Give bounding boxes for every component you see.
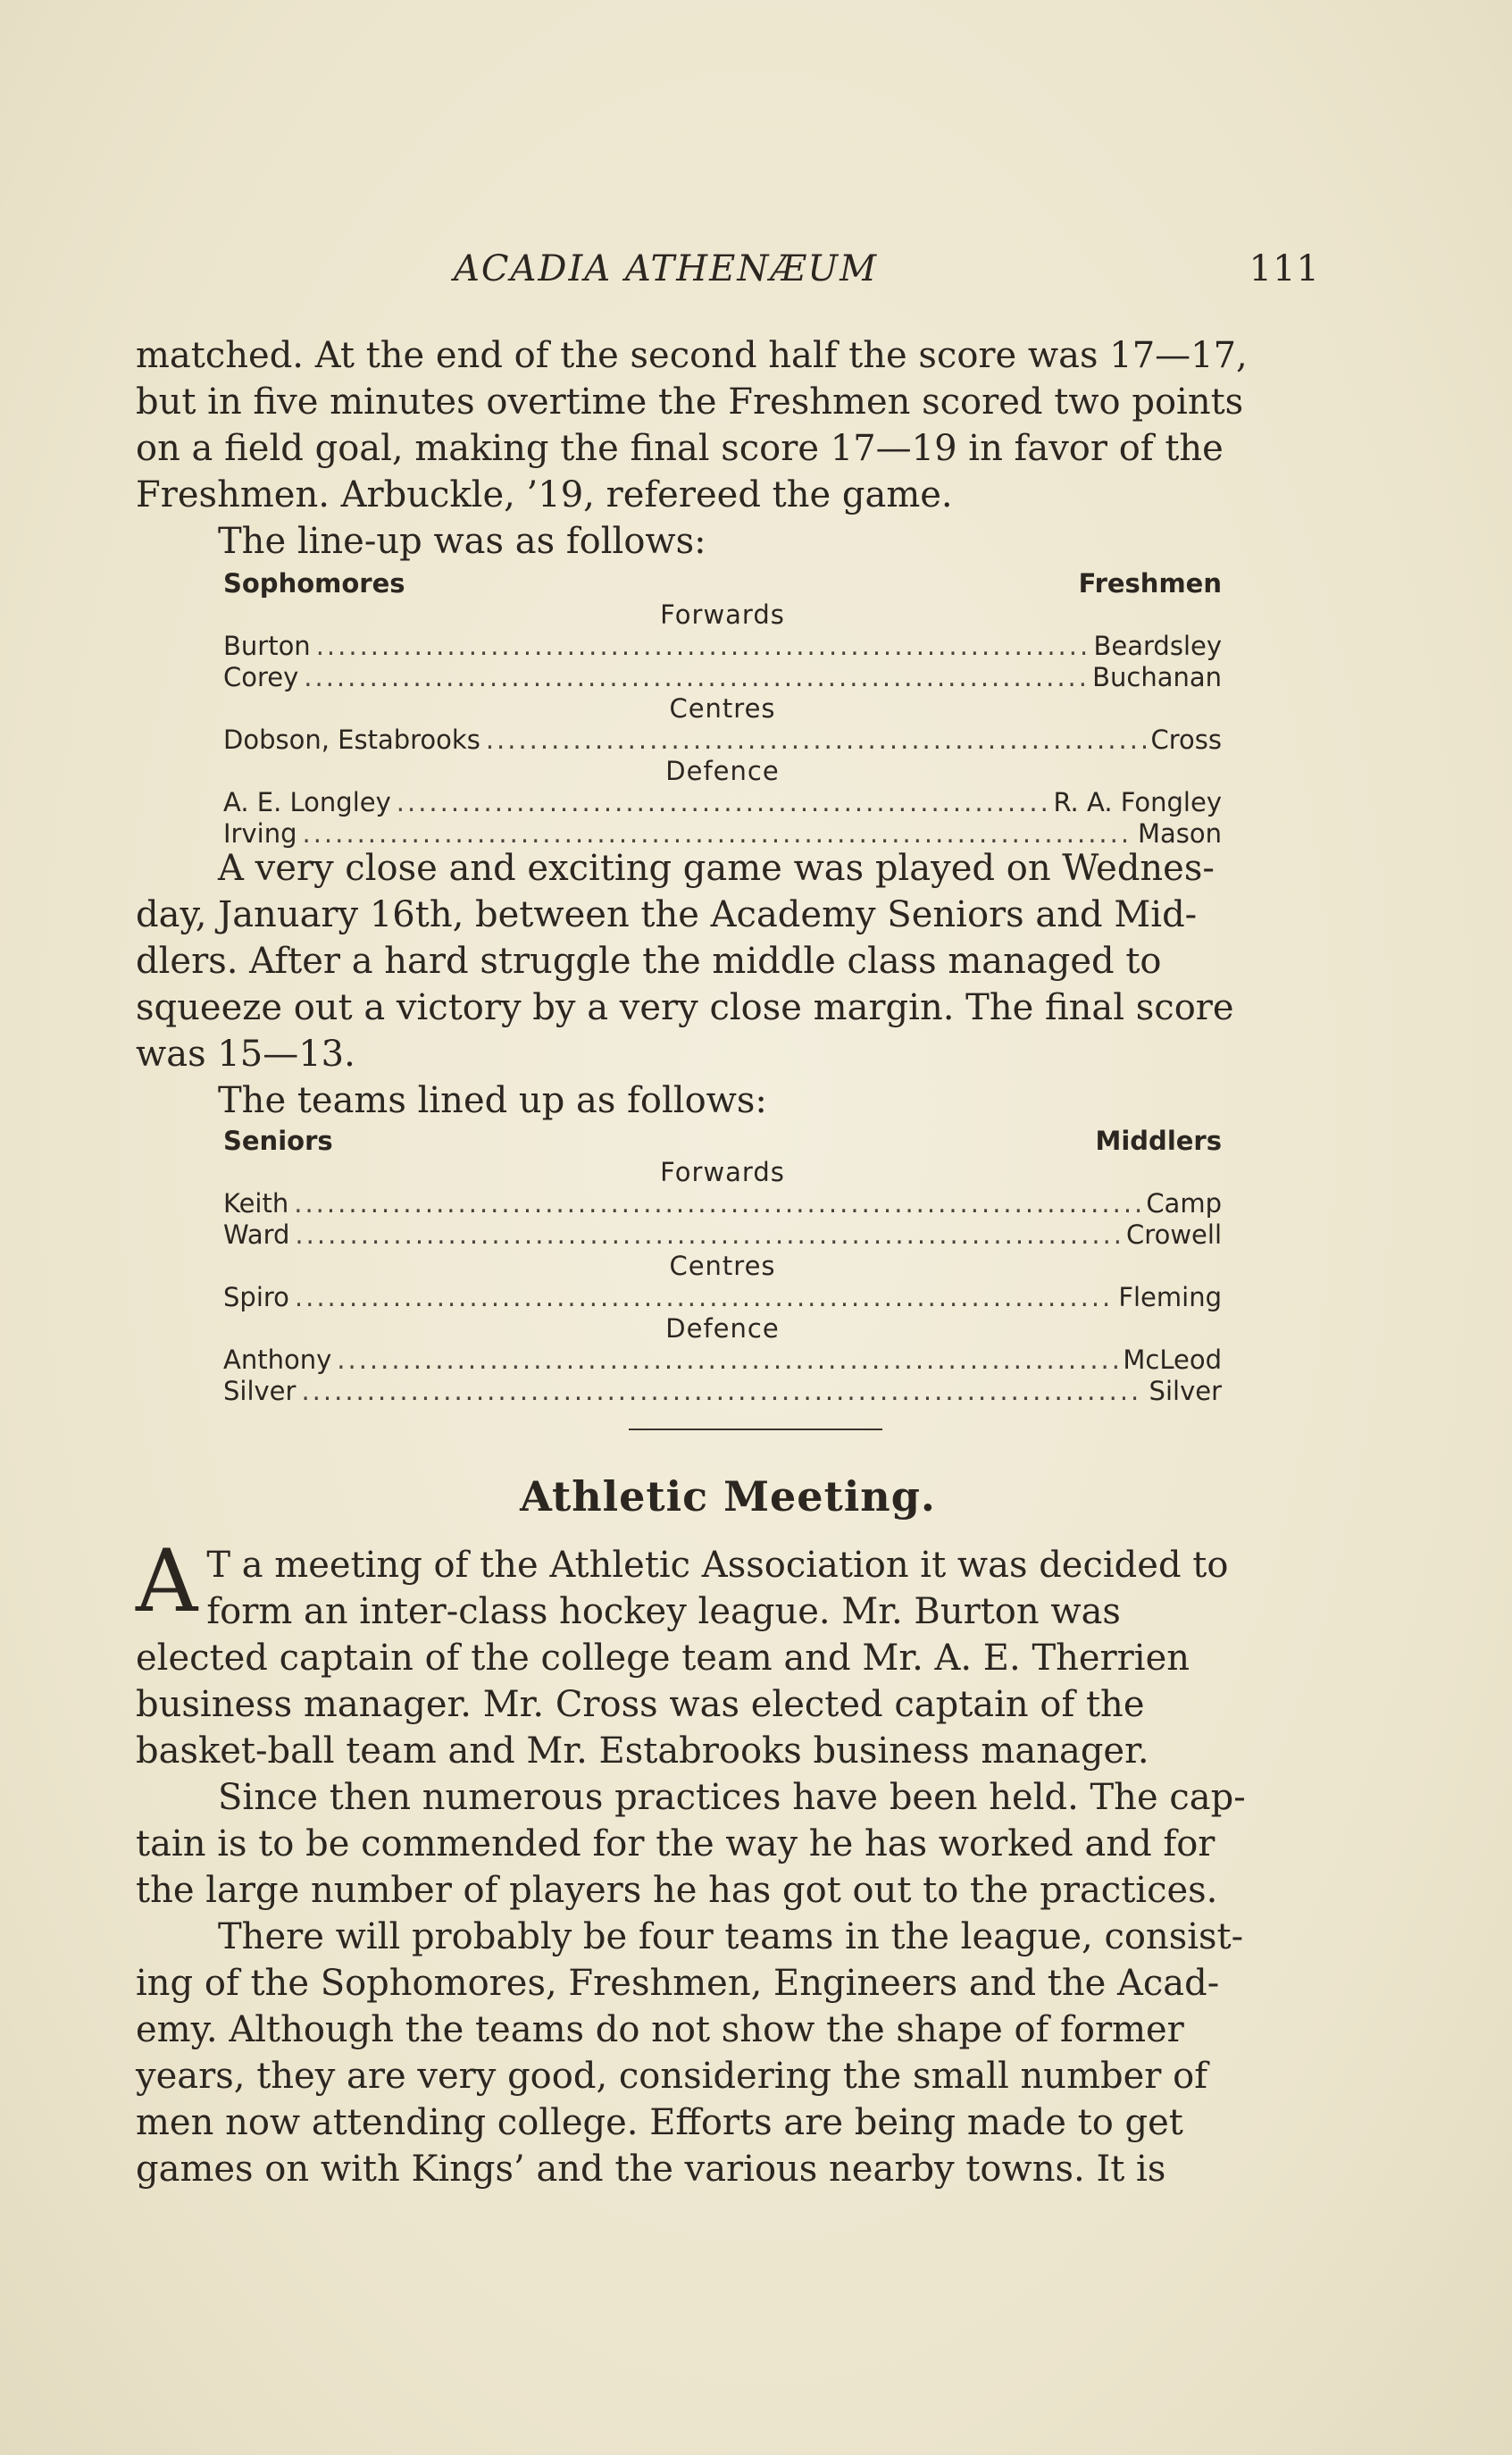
lineup-intro: The teams lined up as follows: [218, 1080, 767, 1121]
text-line: form an inter-class hockey league. Mr. Burton was [206, 1591, 1121, 1632]
player-left: Irving [223, 818, 297, 849]
lineup-header [223, 1126, 1222, 1157]
leader-dots [294, 1188, 1140, 1219]
player-right: McLeod [1123, 1345, 1222, 1375]
text-line: games on with Kings’ and the various nearby towns. It is [136, 2149, 1166, 2190]
leader-dots [301, 1376, 1143, 1407]
player-right: Beardsley [1093, 631, 1222, 661]
left-team: Sophomores [223, 568, 405, 599]
player-right: Cross [1150, 725, 1222, 755]
lineup-row [223, 1188, 1222, 1219]
paragraph-5 [136, 1914, 1320, 2192]
player-left: Spiro [223, 1282, 289, 1312]
text-line: was 15—13. [136, 1034, 355, 1075]
leader-dots [337, 1345, 1117, 1376]
lineup-intro: The line-up was as follows: [218, 521, 706, 562]
position-label: Centres [669, 1251, 776, 1281]
paragraph-3 [136, 1531, 1320, 1774]
position-label: Centres [669, 693, 776, 724]
lineup-row [223, 725, 1222, 756]
text-line: the large number of players he has got out to the practices. [136, 1870, 1218, 1911]
player-left: Dobson, Estabrooks [223, 725, 480, 755]
lineup-row [223, 1219, 1222, 1251]
journal-title: ACADIA ATHENÆUM [454, 248, 879, 289]
player-right: Buchanan [1092, 662, 1222, 692]
player-left: Burton [223, 631, 311, 661]
player-right: Crowell [1126, 1219, 1222, 1250]
leader-dots [295, 1282, 1113, 1313]
player-left: Ward [223, 1219, 290, 1250]
leader-dots [397, 787, 1048, 818]
player-right: Silver [1149, 1376, 1222, 1406]
lineup-row [223, 1376, 1222, 1407]
position-label: Forwards [660, 599, 785, 630]
player-left: Anthony [223, 1345, 332, 1375]
position-label: Defence [665, 756, 780, 786]
leader-dots [316, 631, 1089, 662]
text-line: years, they are very good, considering the small number of [136, 2056, 1207, 2097]
text-line: dlers. After a hard struggle the middle class managed to [136, 941, 1162, 982]
player-right: Fleming [1118, 1282, 1222, 1312]
lineup-table-1 [223, 568, 1222, 850]
player-left: A. E. Longley [223, 787, 391, 817]
text-line: There will probably be four teams in the league, consist- [218, 1916, 1244, 1957]
text-line: A very close and exciting game was played on Wednes- [218, 848, 1215, 889]
right-team: Freshmen [1078, 568, 1222, 599]
text-line: business manager. Mr. Cross was elected captain of the [136, 1684, 1145, 1725]
text-line: Freshmen. Arbuckle, ’19, refereed the game. [136, 474, 953, 515]
position-label: Defence [665, 1313, 780, 1344]
text-line: men now attending college. Efforts are being made to get [136, 2102, 1183, 2143]
text-line: ing of the Sophomores, Freshmen, Engineers and the Acad- [136, 1963, 1220, 2004]
running-header [136, 248, 1320, 293]
section-divider [629, 1429, 882, 1430]
leader-dots [486, 725, 1146, 756]
paragraph-1 [136, 332, 1320, 565]
text-line: squeeze out a victory by a very close margin. The final score [136, 987, 1234, 1028]
lineup-row [223, 631, 1222, 662]
lineup-table-2 [223, 1126, 1222, 1407]
player-left: Silver [223, 1376, 297, 1406]
leader-dots [304, 662, 1087, 693]
lineup-row [223, 1345, 1222, 1376]
player-left: Corey [223, 662, 299, 692]
leader-dots [295, 1219, 1121, 1251]
text-line: Since then numerous practices have been held. The cap- [218, 1777, 1246, 1818]
lineup-row [223, 1282, 1222, 1313]
player-right: Mason [1137, 818, 1222, 849]
player-right: R. A. Fongley [1053, 787, 1222, 817]
text-line: but in five minutes overtime the Freshmen scored two points [136, 381, 1244, 423]
right-team: Middlers [1095, 1126, 1222, 1156]
player-right: Camp [1146, 1188, 1222, 1219]
paragraph-2 [136, 845, 1320, 1124]
lineup-row [223, 662, 1222, 693]
lineup-header [223, 568, 1222, 599]
text-line: elected captain of the college team and Mr. A. E. Therrien [136, 1638, 1190, 1679]
left-team: Seniors [223, 1126, 333, 1156]
text-line: on a field goal, making the final score 17—19 in favor of the [136, 428, 1224, 469]
section-heading: Athletic Meeting. [520, 1472, 936, 1521]
drop-cap: A [136, 1531, 198, 1631]
page-number: 111 [1249, 248, 1320, 289]
lineup-row [223, 787, 1222, 818]
text-line: T a meeting of the Athletic Association it was decided to [206, 1545, 1229, 1586]
player-left: Keith [223, 1188, 289, 1219]
paragraph-4 [136, 1774, 1320, 1914]
position-label: Forwards [660, 1157, 785, 1187]
text-line: emy. Although the teams do not show the shape of former [136, 2009, 1184, 2050]
text-line: matched. At the end of the second half the score was 17—17, [136, 335, 1248, 376]
text-line: day, January 16th, between the Academy Seniors and Mid- [136, 894, 1198, 935]
text-line: tain is to be commended for the way he has worked and for [136, 1823, 1215, 1864]
text-line: basket-ball team and Mr. Estabrooks business manager. [136, 1730, 1149, 1772]
